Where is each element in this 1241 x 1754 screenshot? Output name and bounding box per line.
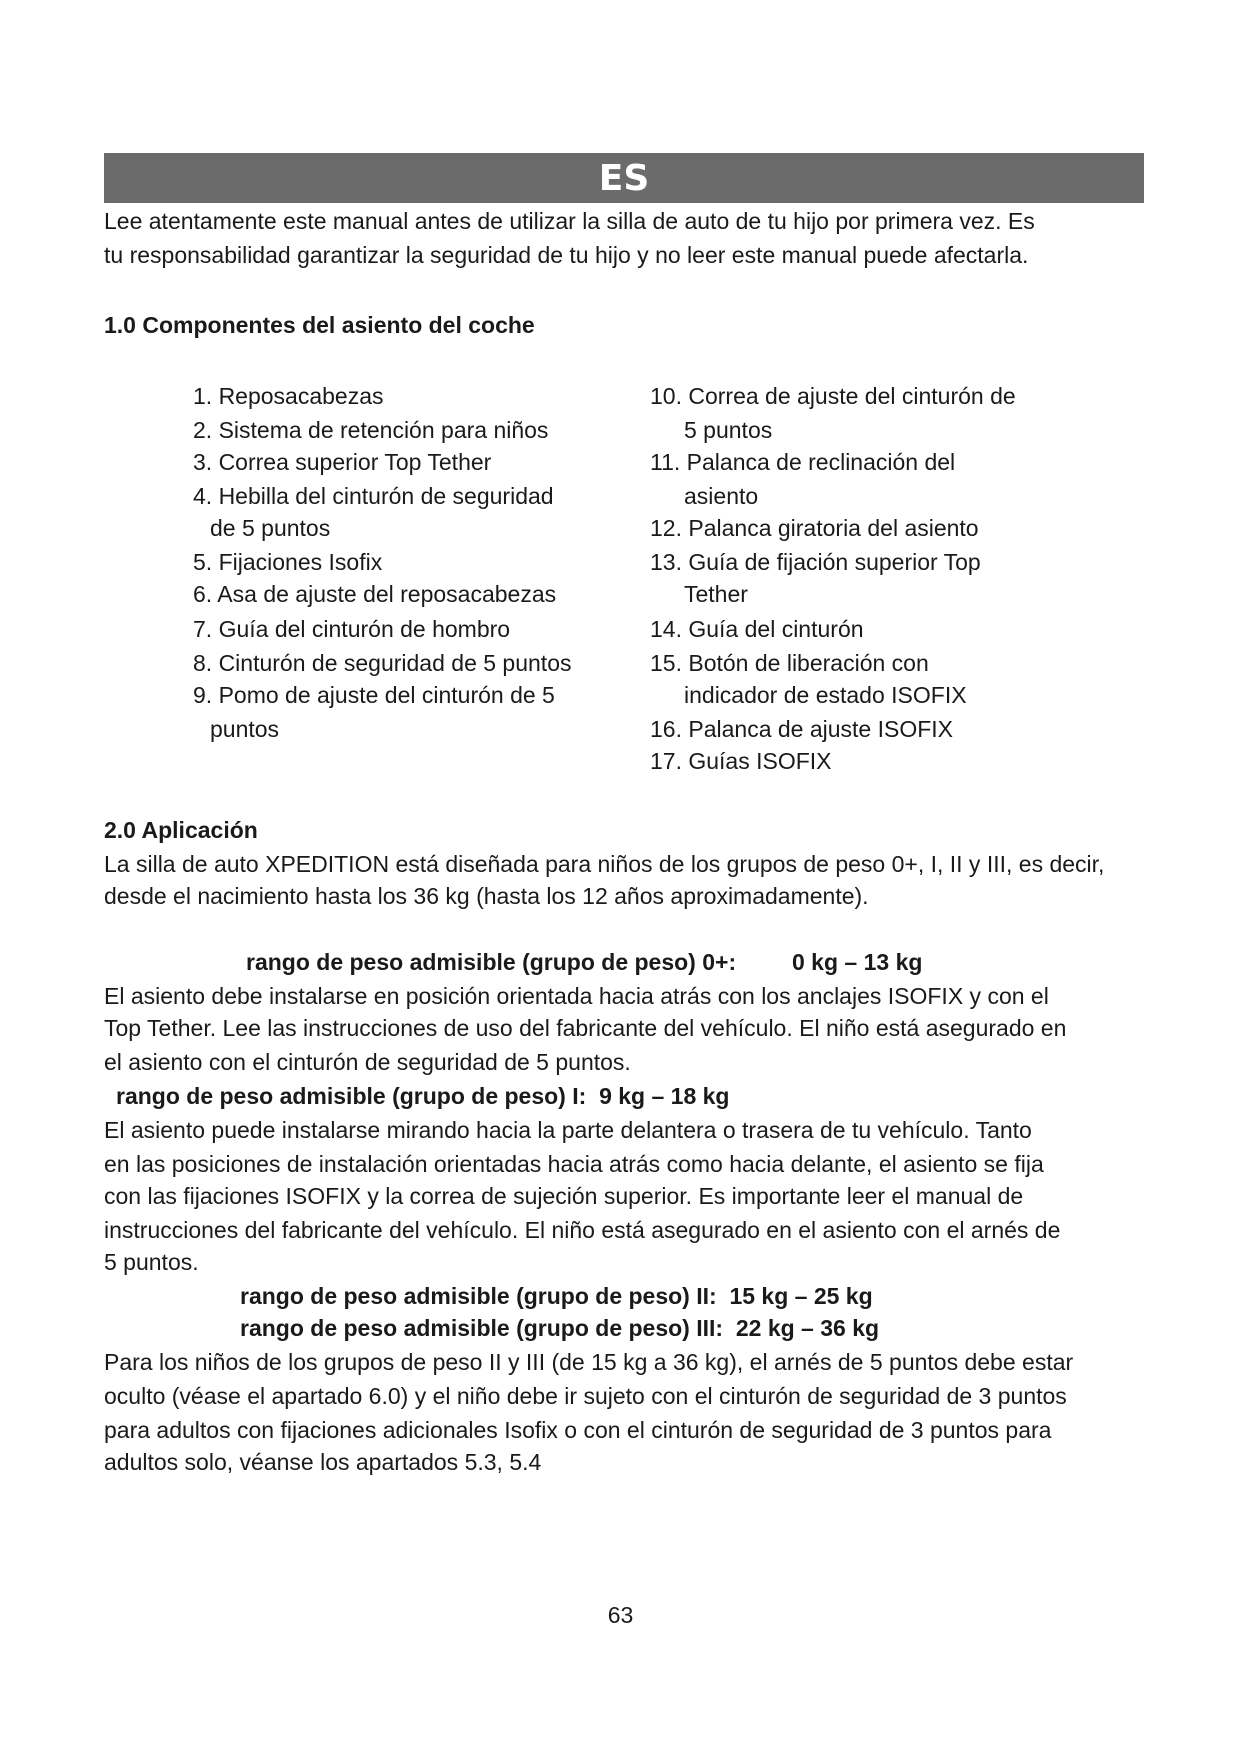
group1-text-5: 5 puntos. — [104, 1249, 199, 1275]
group1-value: 9 kg – 18 kg — [599, 1083, 730, 1109]
section2-heading: 2.0 Aplicación — [104, 817, 258, 843]
component-item-10: 10. Correa de ajuste del cinturón de — [650, 383, 1016, 409]
group3-row — [240, 1312, 879, 1345]
group1-text-3: con las fijaciones ISOFIX y la correa de sujeción superior. Es importante leer el manual de — [104, 1183, 1024, 1209]
group23-text-1: Para los niños de los grupos de peso II y III (de 15 kg a 36 kg), el arnés de 5 puntos debe estar — [104, 1349, 1074, 1375]
component-item-11: 11. Palanca de reclinación del — [650, 449, 956, 475]
component-item-17: 17. Guías ISOFIX — [650, 748, 832, 774]
component-item-7: 7. Guía del cinturón de hombro — [193, 616, 511, 642]
group2-label: rango de peso admisible (grupo de peso) II: — [240, 1283, 717, 1309]
group0-text-3: el asiento con el cinturón de seguridad de 5 puntos. — [104, 1049, 631, 1075]
component-item-15: 15. Botón de liberación con — [650, 650, 929, 676]
group23-text-3: para adultos con fijaciones adicionales Isofix o con el cinturón de seguridad de 3 puntos para — [104, 1417, 1052, 1443]
section2-intro-line-2: desde el nacimiento hasta los 36 kg (hasta los 12 años aproximadamente). — [104, 883, 869, 909]
group0-text-2: Top Tether. Lee las instrucciones de uso del fabricante del vehículo. El niño está asegurado en — [104, 1015, 1067, 1041]
component-item-4-cont: de 5 puntos — [210, 515, 331, 541]
language-banner: ES — [104, 153, 1144, 203]
intro-line-1: Lee atentamente este manual antes de utilizar la silla de auto de tu hijo por primera vez. Es — [104, 208, 1035, 234]
component-item-2: 2. Sistema de retención para niños — [193, 417, 549, 443]
component-item-9-cont: puntos — [210, 716, 280, 742]
component-item-9: 9. Pomo de ajuste del cinturón de 5 — [193, 682, 555, 708]
component-item-11-cont: asiento — [684, 483, 759, 509]
component-item-6: 6. Asa de ajuste del reposacabezas — [193, 581, 557, 607]
group0-label: rango de peso admisible (grupo de peso) 0+: — [246, 949, 737, 975]
component-item-1: 1. Reposacabezas — [193, 383, 384, 409]
section1-heading: 1.0 Componentes del asiento del coche — [104, 312, 535, 338]
group0-value: 0 kg – 13 kg — [792, 949, 923, 975]
group1-text-1: El asiento puede instalarse mirando hacia la parte delantera o trasera de tu vehículo. Tanto — [104, 1117, 1032, 1143]
section2-intro-line-1: La silla de auto XPEDITION está diseñada para niños de los grupos de peso 0+, I, II y III, es decir, — [104, 851, 1105, 877]
component-item-4: 4. Hebilla del cinturón de seguridad — [193, 483, 554, 509]
component-item-13-cont: Tether — [684, 581, 748, 607]
group1-text-4: instrucciones del fabricante del vehículo. El niño está asegurado en el asiento con el arnés de — [104, 1217, 1061, 1243]
component-item-14: 14. Guía del cinturón — [650, 616, 864, 642]
intro-line-2: tu responsabilidad garantizar la seguridad de tu hijo y no leer este manual puede afectarla. — [104, 242, 1029, 268]
group1-text-2: en las posiciones de instalación orientadas hacia atrás como hacia delante, el asiento se fija — [104, 1151, 1044, 1177]
group3-label: rango de peso admisible (grupo de peso) III: — [240, 1315, 724, 1341]
group1-label: rango de peso admisible (grupo de peso) I: — [116, 1083, 587, 1109]
group1-row — [116, 1080, 729, 1113]
group2-value: 15 kg – 25 kg — [729, 1283, 873, 1309]
group23-text-4: adultos solo, véanse los apartados 5.3, 5.4 — [104, 1449, 542, 1475]
group23-text-2: oculto (véase el apartado 6.0) y el niño debe ir sujeto con el cinturón de seguridad de 3 puntos — [104, 1383, 1067, 1409]
component-item-15-cont: indicador de estado ISOFIX — [684, 682, 967, 708]
component-item-16: 16. Palanca de ajuste ISOFIX — [650, 716, 954, 742]
group0-text-1: El asiento debe instalarse en posición orientada hacia atrás con los anclajes ISOFIX y con el — [104, 983, 1049, 1009]
group3-value: 22 kg – 36 kg — [735, 1315, 880, 1341]
component-item-13: 13. Guía de fijación superior Top — [650, 549, 981, 575]
page-number: 63 — [607, 1602, 634, 1628]
group2-row — [240, 1280, 873, 1313]
component-item-10-cont: 5 puntos — [684, 417, 773, 443]
component-item-12: 12. Palanca giratoria del asiento — [650, 515, 979, 541]
component-item-5: 5. Fijaciones Isofix — [193, 549, 383, 575]
component-item-3: 3. Correa superior Top Tether — [193, 449, 492, 475]
component-item-8: 8. Cinturón de seguridad de 5 puntos — [193, 650, 572, 676]
